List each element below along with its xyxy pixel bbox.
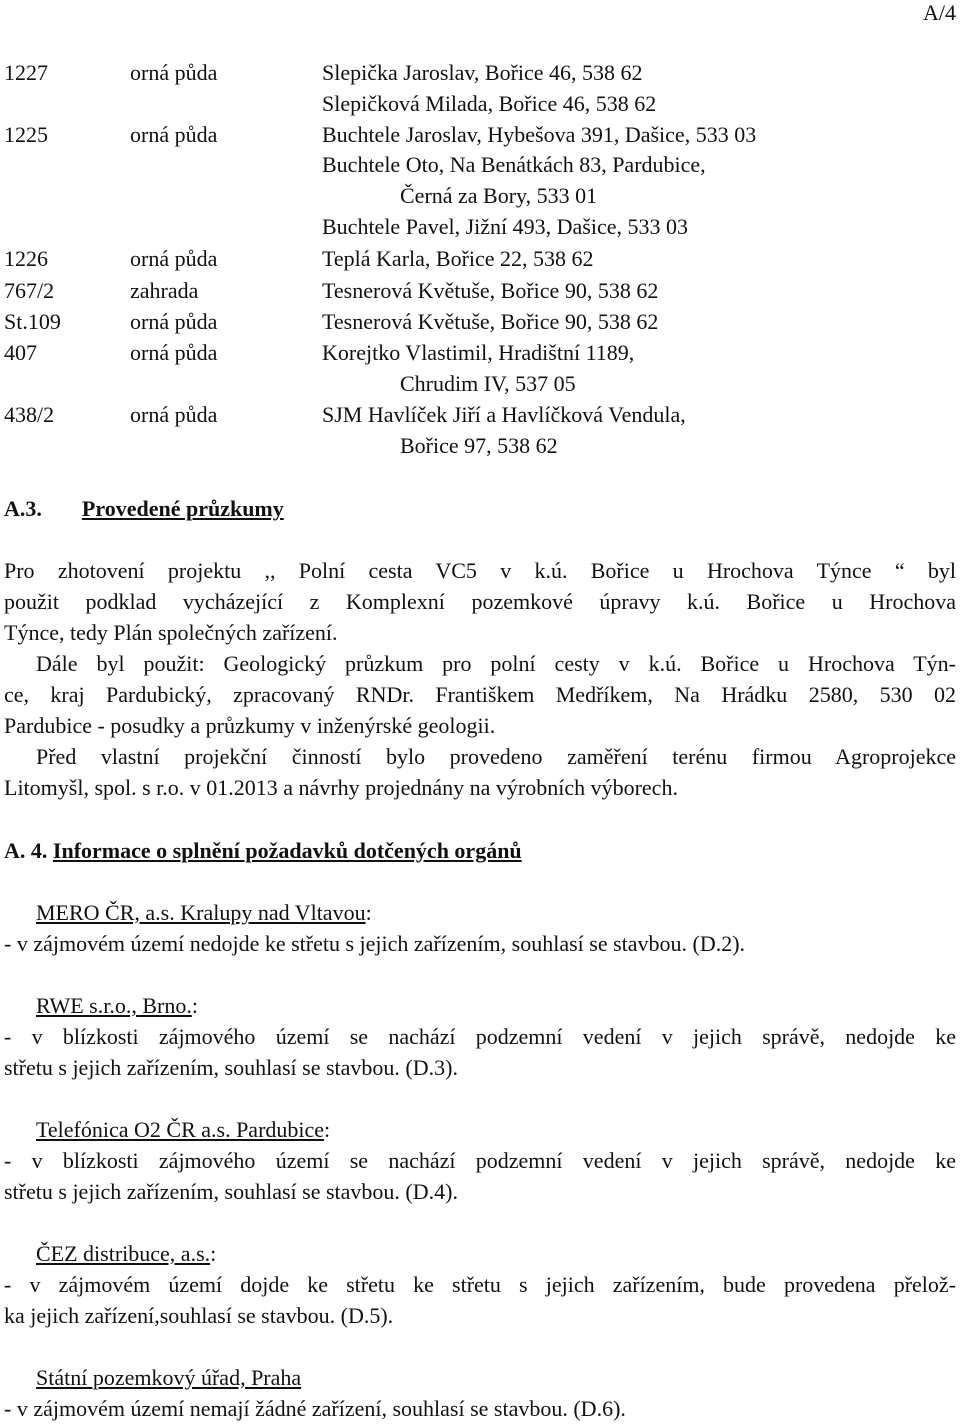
parcel-type: orná půda (130, 309, 218, 334)
parcel-type: orná půda (130, 340, 218, 365)
org-statement: - v blízkosti zájmového území se nachází podzemní vedení v jejich správě, nedojde ke (4, 1148, 956, 1173)
paragraph-line: ce, kraj Pardubický, zpracovaný RNDr. Františkem Medříkem, Na Hrádku 2580, 530 02 (4, 682, 956, 707)
parcel-type: orná půda (130, 402, 218, 427)
parcel-row-continuation (0, 214, 960, 240)
org-heading: MERO ČR, a.s. Kralupy nad Vltavou: (36, 900, 372, 925)
paragraph-line: Týnce, tedy Plán společných zařízení. (4, 620, 338, 645)
parcel-owner: Bořice 97, 538 62 (400, 433, 558, 458)
parcel-row (0, 309, 960, 335)
parcel-type: zahrada (130, 278, 199, 303)
parcel-number: 407 (4, 340, 37, 365)
parcel-row (0, 60, 960, 86)
org-name: MERO ČR, a.s. Kralupy nad Vltavou (36, 900, 366, 925)
parcel-owner: Chrudim IV, 537 05 (400, 371, 576, 396)
parcel-owner: Buchtele Pavel, Jižní 493, Dašice, 533 03 (322, 214, 688, 239)
section-number: A.3. (4, 496, 42, 521)
parcel-row-continuation (0, 433, 960, 459)
parcel-number: 1227 (4, 60, 48, 85)
parcel-owner: Tesnerová Květuše, Bořice 90, 538 62 (322, 278, 659, 303)
org-name: Telefónica O2 ČR a.s. Pardubice (36, 1117, 325, 1142)
parcel-row (0, 278, 960, 304)
parcel-row-continuation (0, 152, 960, 178)
parcel-number: 1226 (4, 246, 48, 271)
parcel-number: 767/2 (4, 278, 55, 303)
parcel-owner: Černá za Bory, 533 01 (400, 183, 598, 208)
page-number: A/4 (923, 0, 956, 25)
paragraph-line: Pardubice - posudky a průzkumy v inženýrské geologii. (4, 713, 496, 738)
parcel-type: orná půda (130, 246, 218, 271)
org-name: ČEZ distribuce, a.s. (36, 1241, 211, 1266)
org-statement: střetu s jejich zařízením, souhlasí se stavbou. (D.3). (4, 1055, 458, 1080)
parcel-owner: Buchtele Oto, Na Benátkách 83, Pardubice, (322, 152, 706, 177)
parcel-owner: Buchtele Jaroslav, Hybešova 391, Dašice, 533 03 (322, 122, 757, 147)
parcel-row-continuation (0, 183, 960, 209)
org-name: Státní pozemkový úřad, Praha (36, 1365, 302, 1390)
paragraph-line: Litomyšl, spol. s r.o. v 01.2013 a návrhy projednány na výrobních výborech. (4, 775, 678, 800)
parcel-row (0, 340, 960, 366)
section-heading-a4 (4, 838, 522, 864)
parcel-owner: Tesnerová Květuše, Bořice 90, 538 62 (322, 309, 659, 334)
paragraph-line: Dále byl použit: Geologický průzkum pro polní cesty v k.ú. Bořice u Hrochova Týn- (36, 651, 956, 676)
parcel-type: orná půda (130, 122, 218, 147)
section-title: Provedené průzkumy (81, 496, 284, 521)
section-number: A. 4. (4, 838, 48, 863)
org-heading (36, 1365, 301, 1391)
parcel-number: 1225 (4, 122, 48, 147)
parcel-row-continuation (0, 371, 960, 397)
org-name: RWE s.r.o., Brno. (36, 993, 192, 1018)
parcel-owner: Teplá Karla, Bořice 22, 538 62 (322, 246, 594, 271)
parcel-number: St.109 (4, 309, 61, 334)
parcel-row (0, 246, 960, 272)
org-heading: ČEZ distribuce, a.s.: (36, 1241, 217, 1266)
org-heading: RWE s.r.o., Brno.: (36, 993, 198, 1018)
paragraph-line: použit podklad vycházející z Komplexní pozemkové úpravy k.ú. Bořice u Hrochova (4, 589, 956, 614)
org-statement: - v zájmovém území nedojde ke střetu s jejich zařízením, souhlasí se stavbou. (D.2). (4, 931, 746, 956)
section-title: Informace o splnění požadavků dotčených orgánů (52, 838, 522, 863)
org-heading: Telefónica O2 ČR a.s. Pardubice: (36, 1117, 331, 1142)
parcel-row (0, 122, 960, 148)
parcel-owner: Slepičková Milada, Bořice 46, 538 62 (322, 91, 657, 116)
parcel-type: orná půda (130, 60, 218, 85)
parcel-row (0, 402, 960, 428)
org-statement: - v zájmovém území nemají žádné zařízení, souhlasí se stavbou. (D.6). (4, 1396, 626, 1421)
parcel-number: 438/2 (4, 402, 55, 427)
paragraph-line: Pro zhotovení projektu ,, Polní cesta VC5 v k.ú. Bořice u Hrochova Týnce “ byl (4, 558, 956, 583)
org-statement: střetu s jejich zařízením, souhlasí se stavbou. (D.4). (4, 1179, 458, 1204)
parcel-owner: SJM Havlíček Jiří a Havlíčková Vendula, (322, 402, 686, 427)
org-statement: ka jejich zařízení,souhlasí se stavbou. (D.5). (4, 1303, 394, 1328)
org-statement: - v blízkosti zájmového území se nachází podzemní vedení v jejich správě, nedojde ke (4, 1024, 956, 1049)
parcel-owner: Korejtko Vlastimil, Hradištní 1189, (322, 340, 635, 365)
parcel-row-continuation (0, 91, 960, 117)
section-heading-a3 (4, 496, 284, 522)
parcel-owner: Slepička Jaroslav, Bořice 46, 538 62 (322, 60, 643, 85)
org-statement: - v zájmovém území dojde ke střetu ke střetu s jejich zařízením, bude provedena přelož- (4, 1272, 956, 1297)
paragraph-line: Před vlastní projekční činností bylo provedeno zaměření terénu firmou Agroprojekce (36, 744, 956, 769)
